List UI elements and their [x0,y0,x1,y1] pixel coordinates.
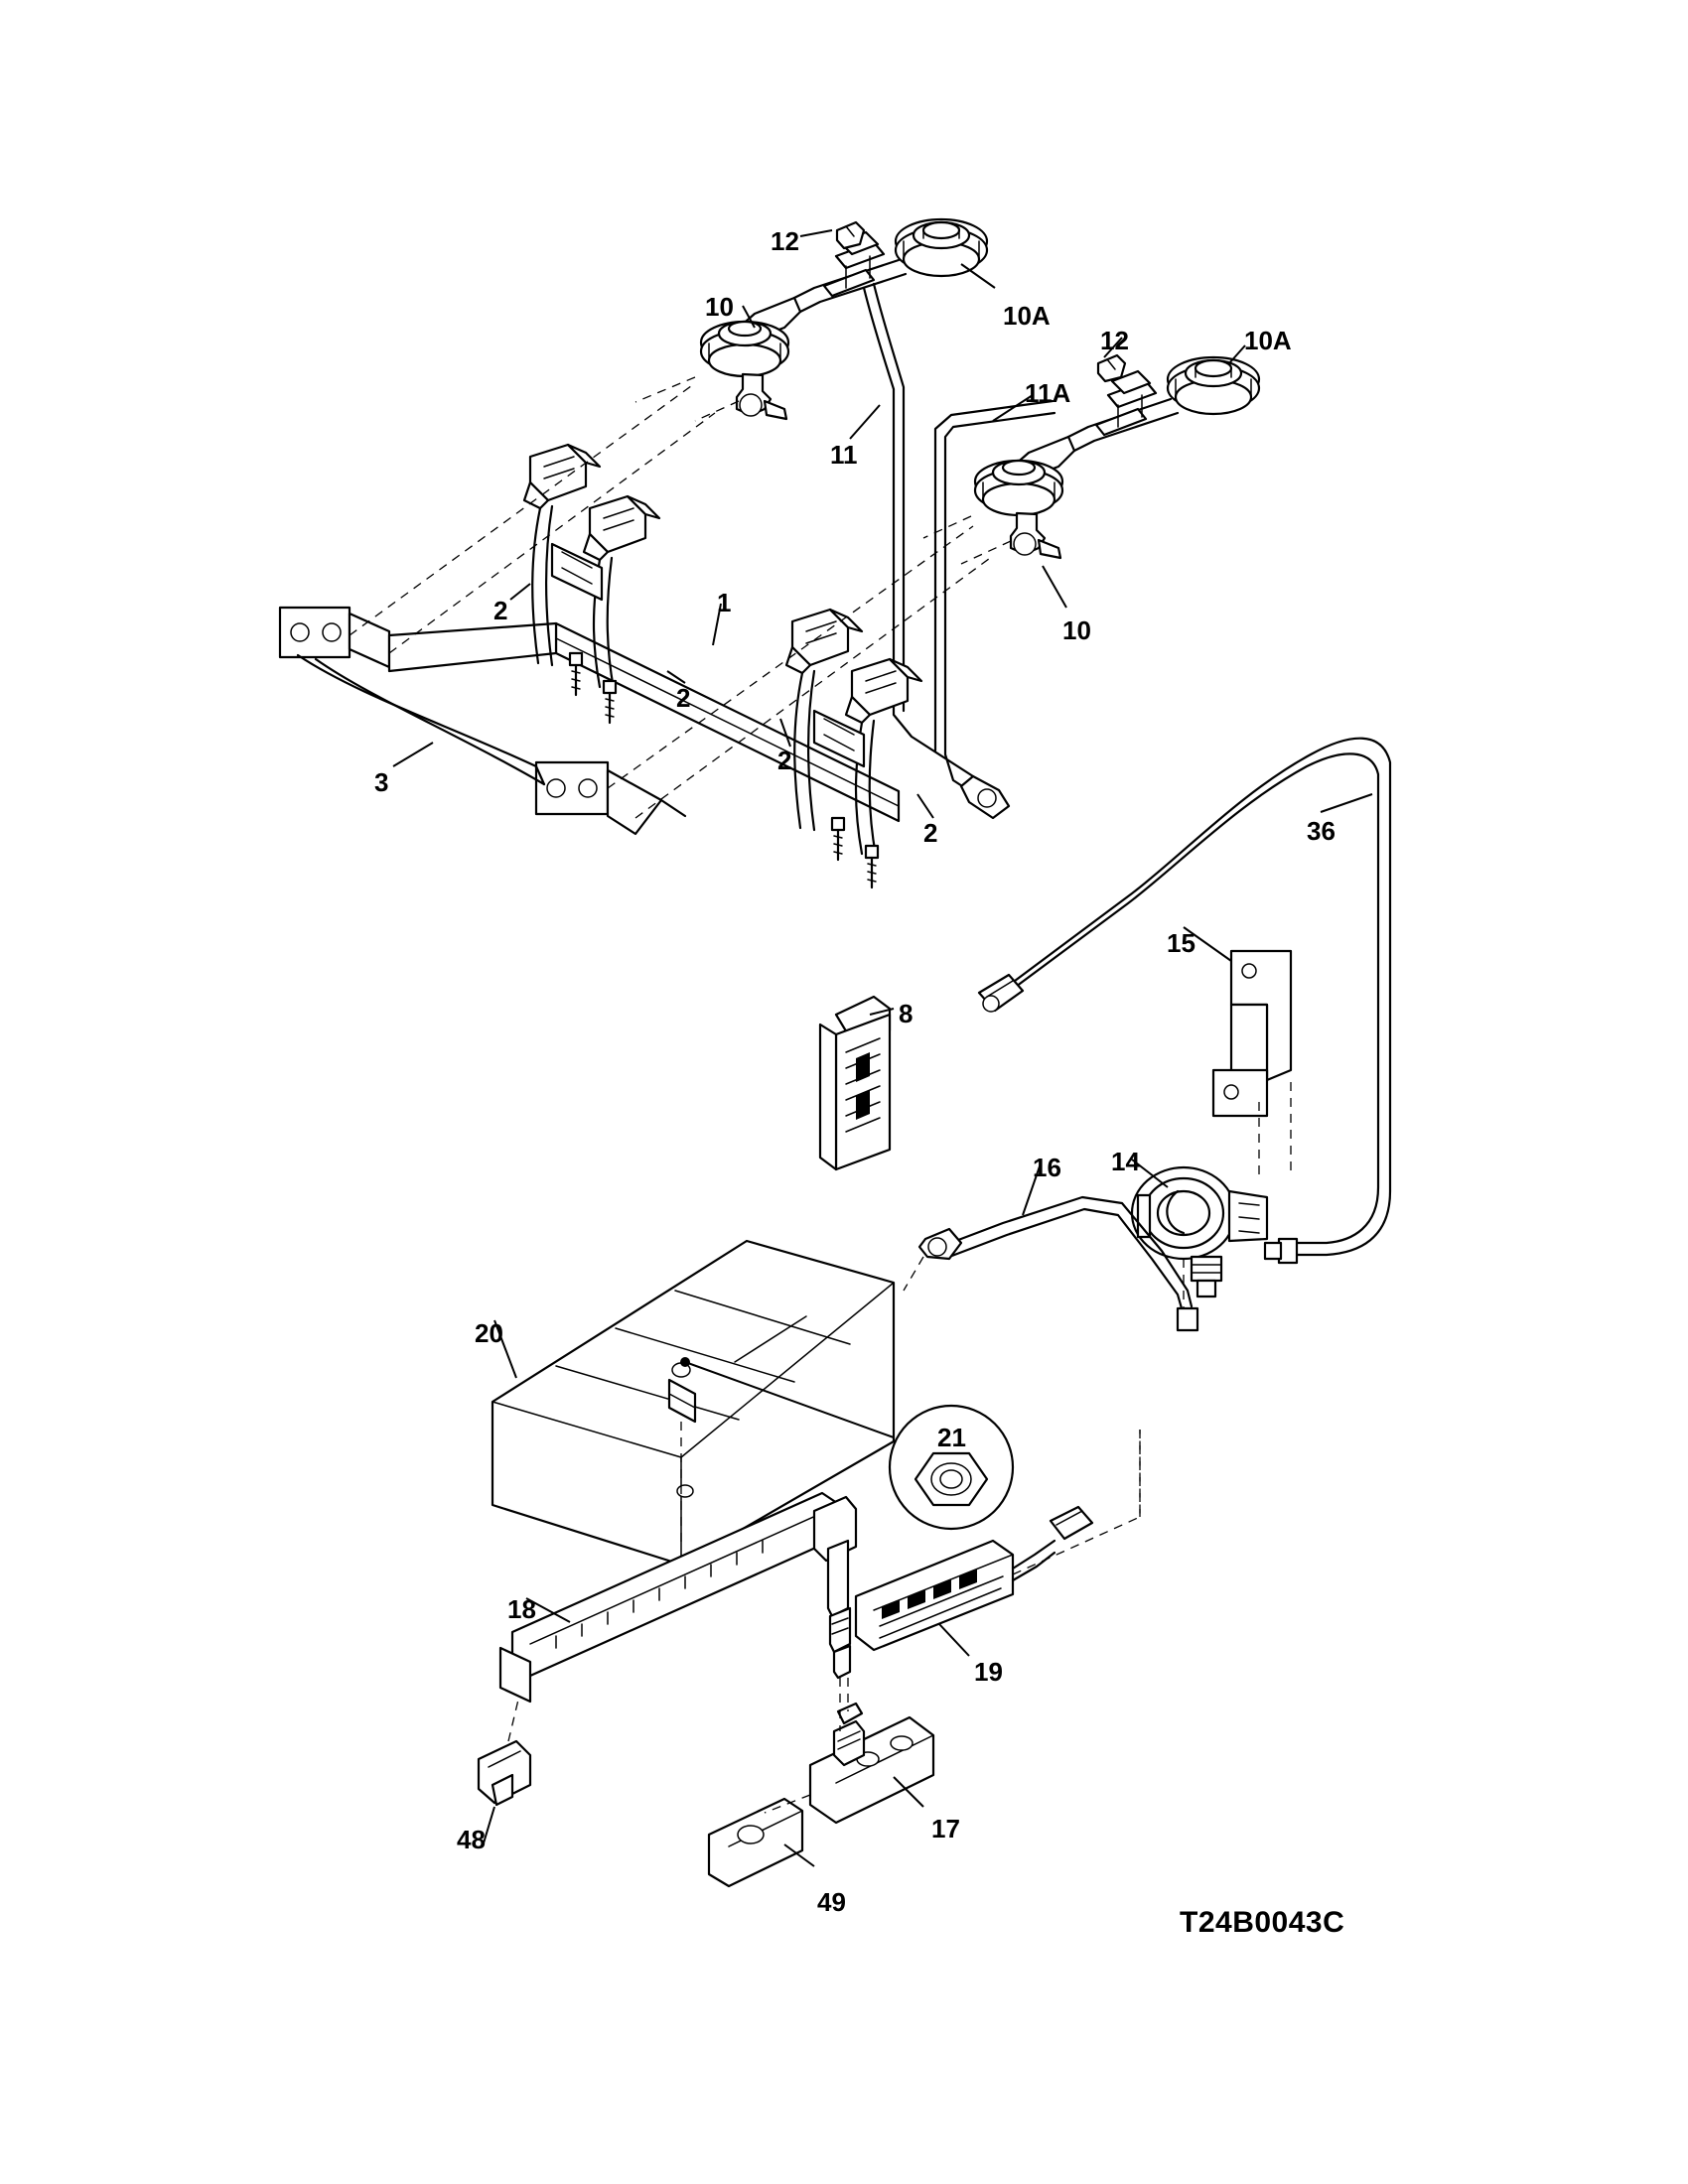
callout-16: 16 [1033,1153,1061,1182]
callout-3: 3 [374,767,389,797]
callout-10a-right: 10A [1244,326,1292,355]
callout-2-a: 2 [493,596,508,625]
callout-49: 49 [817,1887,846,1917]
callout-21: 21 [937,1423,966,1452]
callout-36: 36 [1307,816,1336,846]
burner-group-top [635,219,987,421]
callout-18: 18 [507,1594,536,1624]
callout-15: 15 [1167,928,1196,958]
ignition-module-8 [820,997,890,1169]
callout-10a-top: 10A [1003,301,1051,331]
callout-10-right: 10 [1062,615,1091,645]
callout-12-top: 12 [771,226,799,256]
callout-20: 20 [475,1318,503,1348]
callout-10-left: 10 [705,292,734,322]
callout-2-d: 2 [923,818,938,848]
callout-19: 19 [974,1657,1003,1687]
burner-group-right [923,355,1259,564]
callout-17: 17 [931,1814,960,1843]
callout-11: 11 [830,440,858,470]
callout-2-b: 2 [676,683,691,713]
manifold-group [280,383,993,887]
callout-48: 48 [457,1825,486,1854]
drawing-code: T24B0043C [1180,1906,1345,1939]
callout-12-right: 12 [1100,326,1129,355]
callout-14: 14 [1111,1147,1140,1176]
callout-11a: 11A [1025,378,1071,408]
bracket-15 [1213,951,1291,1181]
callout-1: 1 [717,588,732,617]
callout-8: 8 [899,999,914,1028]
callout-2-c: 2 [777,746,792,775]
